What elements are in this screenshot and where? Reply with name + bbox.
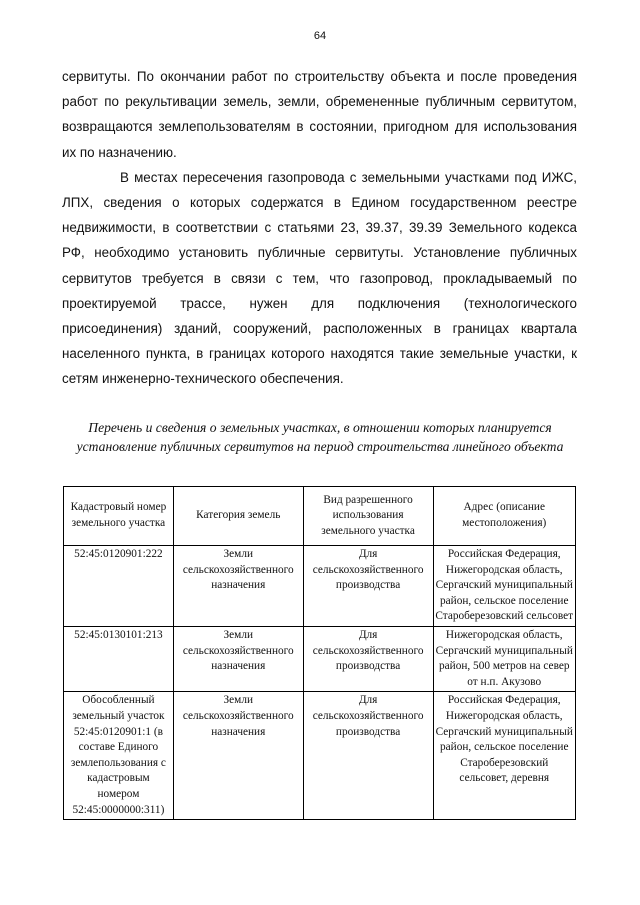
cell-use: Для сельскохозяйственного производства [303,546,433,627]
cell-use: Для сельскохозяйственного производства [303,626,433,691]
cell-category: Земли сельскохозяйственного назначения [173,626,303,691]
paragraph-continuation: сервитуты. По окончании работ по строительству объекта и после проведения работ по рекультивации земель, земли, обремененные публичным сервитутом, возвращаются землепользователям в состоянии, пригодном для использования их по назначению. [62,69,577,160]
cell-address: Российская Федерация, Нижегородская область, Сергачский муниципальный район, сельское поселение Староберезовский сельсовет [433,546,576,627]
cell-category: Земли сельскохозяйственного назначения [173,546,303,627]
cell-cadastral: 52:45:0120901:222 [64,546,174,627]
cell-address: Нижегородская область, Сергачский муниципальный район, 500 метров на север от н.п. Акузово [433,626,576,691]
cell-use: Для сельскохозяйственного производства [303,692,433,820]
cell-address: Российская Федерация, Нижегородская область, Сергачский муниципальный район, сельское поселение Староберезовский сельсовет, деревня [433,692,576,820]
table-row [64,546,576,627]
land-plots-table [63,486,576,820]
body-text [62,64,577,392]
cell-cadastral: Обособленный земельный участок 52:45:0120901:1 (в составе Единого землепользования с кадастровым номером 52:45:0000000:311) [64,692,174,820]
cell-category: Земли сельскохозяйственного назначения [173,692,303,820]
table-header-row [64,487,576,546]
header-address: Адрес (описание местоположения) [433,487,576,546]
cell-cadastral: 52:45:0130101:213 [64,626,174,691]
header-permitted-use: Вид разрешенного использования земельного участка [303,487,433,546]
list-heading: Перечень и сведения о земельных участках, в отношении которых планируется установление публичных сервитутов на период строительства линейного объекта [76,420,564,454]
table-row [64,692,576,820]
page-number: 64 [313,30,327,42]
table-row [64,626,576,691]
header-cadastral-number: Кадастровый номер земельного участка [64,487,174,546]
header-land-category: Категория земель [173,487,303,546]
paragraph-servitude-intersection: В местах пересечения газопровода с земельными участками под ИЖС, ЛПХ, сведения о которых содержатся в Едином государственном реестре недвижимости, в соответствии с статьями 23, 39.37, 39.39 Земельного кодекса РФ, необходимо установить публичные сервитуты. Установление публичных сервитутов требуется в связи с тем, что газопровод, прокладываемый по проектируемой трассе, нужен для подключения (технологического присоединения) зданий, сооружений, расположенных в границах квартала населенного пункта, в границах которого находятся такие земельные участки, к сетям инженерно-технического обеспечения. [62,169,577,387]
